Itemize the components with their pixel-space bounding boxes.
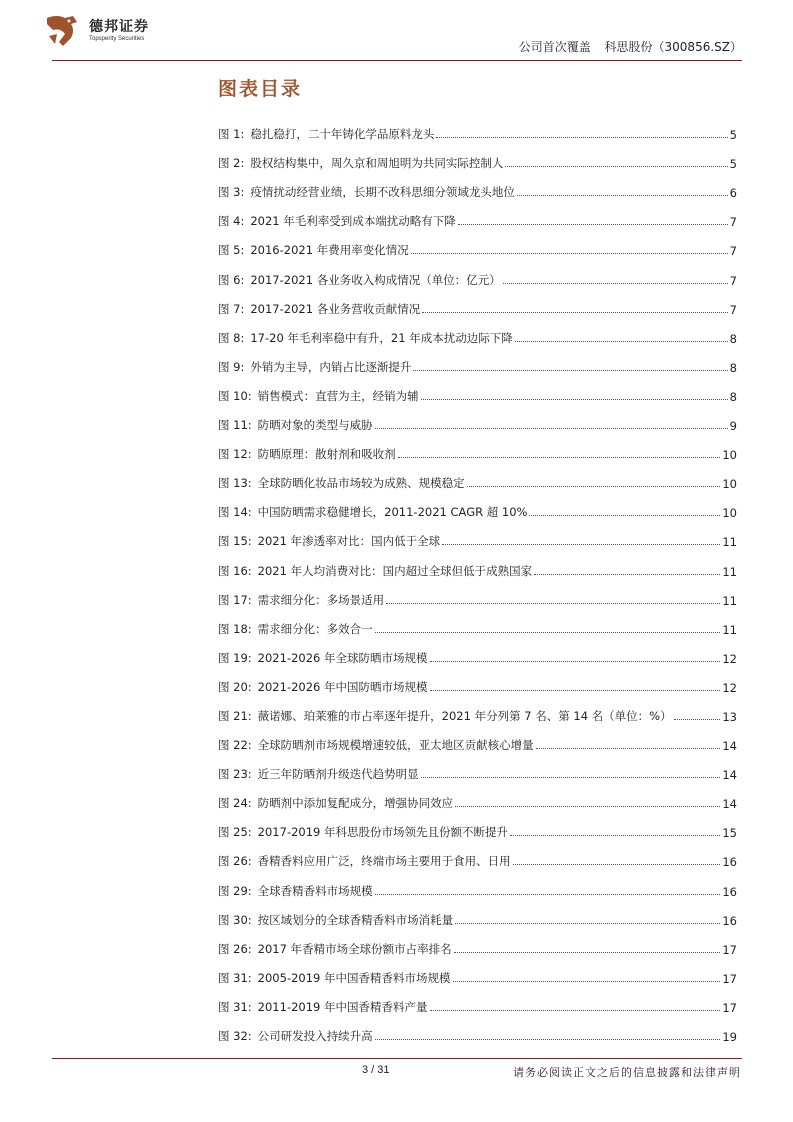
toc-entry-text: 股权结构集中，周久京和周旭明为共同实际控制人 (250, 156, 504, 171)
toc-entry-text: 17-20 年毛利率稳中有升，21 年成本扰动边际下降 (250, 330, 513, 345)
toc-entry-page: 8 (729, 360, 737, 375)
toc-entry-label: 图 8: (218, 330, 245, 345)
toc-entry-text: 2021-2026 年全球防晒市场规模 (257, 650, 428, 665)
toc-entry[interactable] (218, 404, 737, 433)
toc-entry[interactable] (218, 579, 737, 608)
toc-entry-leader (375, 632, 721, 633)
toc-entry-label: 图 3: (218, 185, 245, 200)
toc-entry-leader (458, 224, 728, 225)
toc-entry-text: 需求细分化：多场景适用 (257, 592, 385, 607)
toc-entry-text: 防晒对象的类型与威胁 (257, 418, 373, 433)
toc-entry[interactable] (218, 782, 737, 811)
header-divider (52, 60, 742, 61)
toc-entry-label: 图 31: (218, 970, 252, 985)
toc-entry-text: 公司研发投入持续升高 (257, 1029, 373, 1043)
toc-entry-page: 14 (722, 739, 737, 754)
toc-entry-leader (421, 399, 728, 400)
toc-entry-text: 2021-2026 年中国防晒市场规模 (257, 679, 428, 694)
toc-entry-label: 图 14: (218, 505, 252, 520)
logo-text-cn: 德邦证券 (89, 19, 149, 35)
toc-entry-text: 2017 年香精市场全球份额市占率排名 (257, 941, 452, 956)
toc-entry[interactable] (218, 637, 737, 666)
toc-list (218, 113, 737, 1044)
toc-entry-label: 图 32: (218, 1029, 252, 1043)
toc-entry-text: 外销为主导，内销占比逐渐提升 (250, 359, 412, 374)
toc-entry-leader (515, 341, 728, 342)
logo-icon (43, 14, 83, 48)
toc-entry-page: 14 (722, 797, 737, 812)
header-info (519, 38, 742, 55)
toc-entry-page: 13 (722, 709, 737, 724)
toc-entry-label: 图 6: (218, 272, 245, 287)
toc-entry[interactable] (218, 753, 737, 782)
toc-entry-text: 防晒剂中添加复配成分，增强协同效应 (257, 796, 454, 811)
toc-entry[interactable] (218, 928, 737, 957)
toc-entry[interactable] (218, 869, 737, 898)
footer-divider (52, 1058, 742, 1059)
toc-entry[interactable] (218, 433, 737, 462)
toc-entry-label: 图 13: (218, 476, 252, 491)
toc-entry-leader (375, 894, 721, 895)
toc-entry-leader (430, 661, 721, 662)
toc-entry-leader (422, 312, 727, 313)
toc-entry-leader (467, 486, 721, 487)
toc-entry-leader (386, 603, 720, 604)
toc-entry-text: 全球防晒剂市场规模增速较低，亚太地区贡献核心增量 (257, 738, 534, 753)
toc-entry[interactable] (218, 811, 737, 840)
toc-entry-label: 图 2: (218, 156, 245, 171)
toc-entry-page: 17 (722, 942, 737, 957)
toc-entry[interactable] (218, 840, 737, 869)
toc-entry-page: 11 (722, 535, 737, 550)
toc-entry[interactable] (218, 200, 737, 229)
toc-entry-label: 图 11: (218, 418, 252, 433)
toc-entry[interactable] (218, 171, 737, 200)
toc-entry-page: 7 (729, 302, 737, 317)
toc-entry-text: 全球香精香料市场规模 (257, 883, 373, 898)
toc-entry-page: 7 (729, 215, 737, 230)
toc-entry[interactable] (218, 724, 737, 753)
toc-entry-page: 19 (722, 1030, 737, 1044)
toc-entry-leader (430, 1010, 721, 1011)
footer-disclaimer: 请务必阅读正文之后的信息披露和法律声明 (513, 1066, 741, 1079)
toc-entry-label: 图 10: (218, 388, 252, 403)
toc-entry-text: 2021 年人均消费对比：国内超过全球但低于成熟国家 (257, 563, 533, 578)
toc-entry-leader (375, 1039, 721, 1040)
toc-entry-leader (503, 283, 728, 284)
toc-title: 图表目录 (218, 78, 303, 100)
toc-entry-leader (413, 370, 727, 371)
company-name: 科思股份（300856.SZ） (604, 40, 742, 54)
toc-entry-label: 图 23: (218, 767, 252, 782)
toc-entry[interactable] (218, 258, 737, 287)
toc-entry-label: 图 12: (218, 447, 252, 462)
toc-entry[interactable] (218, 986, 737, 1015)
toc-entry-leader (411, 253, 728, 254)
toc-entry-page: 11 (722, 564, 737, 579)
company-logo (43, 14, 149, 48)
toc-entry-leader (513, 864, 721, 865)
toc-entry[interactable] (218, 549, 737, 578)
toc-entry-text: 全球防晒化妆品市场较为成熟、规模稳定 (257, 476, 465, 491)
toc-entry-text: 2017-2021 各业务营收贡献情况 (250, 301, 421, 316)
toc-entry-leader (430, 690, 721, 691)
toc-entry-leader (398, 457, 721, 458)
toc-entry-leader (536, 748, 721, 749)
toc-entry-leader (375, 428, 728, 429)
toc-entry-text: 2021 年毛利率受到成本端扰动略有下降 (250, 214, 456, 229)
toc-entry[interactable] (218, 375, 737, 404)
toc-entry[interactable] (218, 317, 737, 346)
toc-entry-text: 需求细分化：多效合一 (257, 621, 373, 636)
toc-entry-label: 图 26: (218, 854, 252, 869)
toc-entry-label: 图 24: (218, 796, 252, 811)
toc-entry-page: 16 (722, 913, 737, 928)
toc-entry-label: 图 30: (218, 912, 252, 927)
toc-entry-leader (442, 544, 720, 545)
toc-entry-page: 17 (722, 971, 737, 986)
toc-entry-page: 16 (722, 884, 737, 899)
toc-entry-text: 2011-2019 年中国香精香料产量 (257, 999, 428, 1014)
toc-entry-page: 11 (722, 622, 737, 637)
toc-entry-page: 10 (722, 477, 737, 492)
toc-entry-label: 图 15: (218, 534, 252, 549)
toc-entry-leader (453, 981, 721, 982)
toc-entry[interactable] (218, 608, 737, 637)
toc-entry-label: 图 18: (218, 621, 252, 636)
toc-entry-leader (455, 923, 720, 924)
toc-entry-leader (454, 952, 721, 953)
toc-entry-leader (529, 515, 720, 516)
toc-entry[interactable] (218, 113, 737, 142)
toc-entry-label: 图 19: (218, 650, 252, 665)
toc-entry-label: 图 17: (218, 592, 252, 607)
toc-entry[interactable] (218, 288, 737, 317)
toc-entry-label: 图 29: (218, 883, 252, 898)
toc-entry-page: 12 (722, 651, 737, 666)
toc-entry-page: 12 (722, 680, 737, 695)
toc-entry-text: 2005-2019 年中国香精香料市场规模 (257, 970, 451, 985)
toc-entry-text: 香精香料应用广泛，终端市场主要用于食用、日用 (257, 854, 511, 869)
toc-entry-page: 8 (729, 331, 737, 346)
toc-entry[interactable] (218, 899, 737, 928)
toc-entry-text: 稳扎稳打，二十年铸化学品原料龙头 (250, 127, 435, 142)
toc-entry-leader (517, 195, 728, 196)
toc-entry-text: 按区域划分的全球香精香料市场消耗量 (257, 912, 454, 927)
toc-entry[interactable] (218, 491, 737, 520)
toc-entry[interactable] (218, 1015, 737, 1044)
toc-entry-page: 14 (722, 768, 737, 783)
toc-entry-text: 中国防晒需求稳健增长，2011-2021 CAGR 超 10% (257, 505, 528, 520)
toc-entry-leader (505, 166, 727, 167)
toc-entry-page: 5 (729, 128, 737, 143)
toc-entry-label: 图 26: (218, 941, 252, 956)
toc-entry-page: 10 (722, 448, 737, 463)
toc-entry-page: 7 (729, 273, 737, 288)
toc-entry-page: 10 (722, 506, 737, 521)
toc-entry-text: 2017-2019 年科思股份市场领先且份额不断提升 (257, 825, 509, 840)
toc-entry[interactable] (218, 346, 737, 375)
toc-entry-label: 图 1: (218, 127, 245, 142)
toc-entry-label: 图 5: (218, 243, 245, 258)
toc-entry-leader (674, 719, 721, 720)
toc-entry-page: 17 (722, 1000, 737, 1015)
toc-entry-page: 16 (722, 855, 737, 870)
toc-entry-leader (421, 777, 721, 778)
toc-entry-label: 图 22: (218, 738, 252, 753)
toc-entry-leader (436, 137, 727, 138)
toc-entry-text: 薇诺娜、珀莱雅的市占率逐年提升，2021 年分列第 7 名、第 14 名（单位：%） (257, 708, 672, 723)
page-number: 3 / 31 (362, 1064, 390, 1076)
toc-entry-page: 7 (729, 244, 737, 259)
toc-entry[interactable] (218, 142, 737, 171)
toc-entry[interactable] (218, 520, 737, 549)
toc-entry-page: 11 (722, 593, 737, 608)
toc-entry-page: 6 (729, 186, 737, 201)
toc-entry-text: 防晒原理：散射剂和吸收剂 (257, 447, 396, 462)
toc-entry-page: 8 (729, 389, 737, 404)
toc-entry-text: 2016-2021 年费用率变化情况 (250, 243, 409, 258)
toc-entry-page: 15 (722, 826, 737, 841)
toc-entry-text: 2017-2021 各业务收入构成情况（单位：亿元） (250, 272, 501, 287)
toc-entry-label: 图 31: (218, 999, 252, 1014)
logo-text-en: Topsperity Securities (89, 36, 145, 42)
toc-entry[interactable] (218, 666, 737, 695)
report-type: 公司首次覆盖 (518, 40, 591, 54)
toc-entry-label: 图 4: (218, 214, 245, 229)
toc-entry-label: 图 9: (218, 359, 245, 374)
toc-entry-page: 5 (729, 157, 737, 172)
toc-entry-label: 图 25: (218, 825, 252, 840)
toc-entry-label: 图 7: (218, 301, 245, 316)
toc-entry-leader (534, 574, 720, 575)
toc-entry-label: 图 20: (218, 679, 252, 694)
toc-entry[interactable] (218, 695, 737, 724)
toc-entry[interactable] (218, 229, 737, 258)
toc-entry-text: 2021 年渗透率对比：国内低于全球 (257, 534, 441, 549)
toc-entry[interactable] (218, 462, 737, 491)
toc-entry-leader (510, 835, 720, 836)
toc-entry-page: 9 (729, 419, 737, 434)
toc-entry-text: 销售模式：直营为主，经销为辅 (257, 388, 419, 403)
toc-entry-text: 疫情扰动经营业绩，长期不改科思细分领域龙头地位 (250, 185, 515, 200)
toc-entry-label: 图 21: (218, 708, 252, 723)
toc-entry-leader (455, 806, 720, 807)
toc-entry[interactable] (218, 957, 737, 986)
toc-entry-label: 图 16: (218, 563, 252, 578)
toc-entry-text: 近三年防晒剂升级迭代趋势明显 (257, 767, 419, 782)
